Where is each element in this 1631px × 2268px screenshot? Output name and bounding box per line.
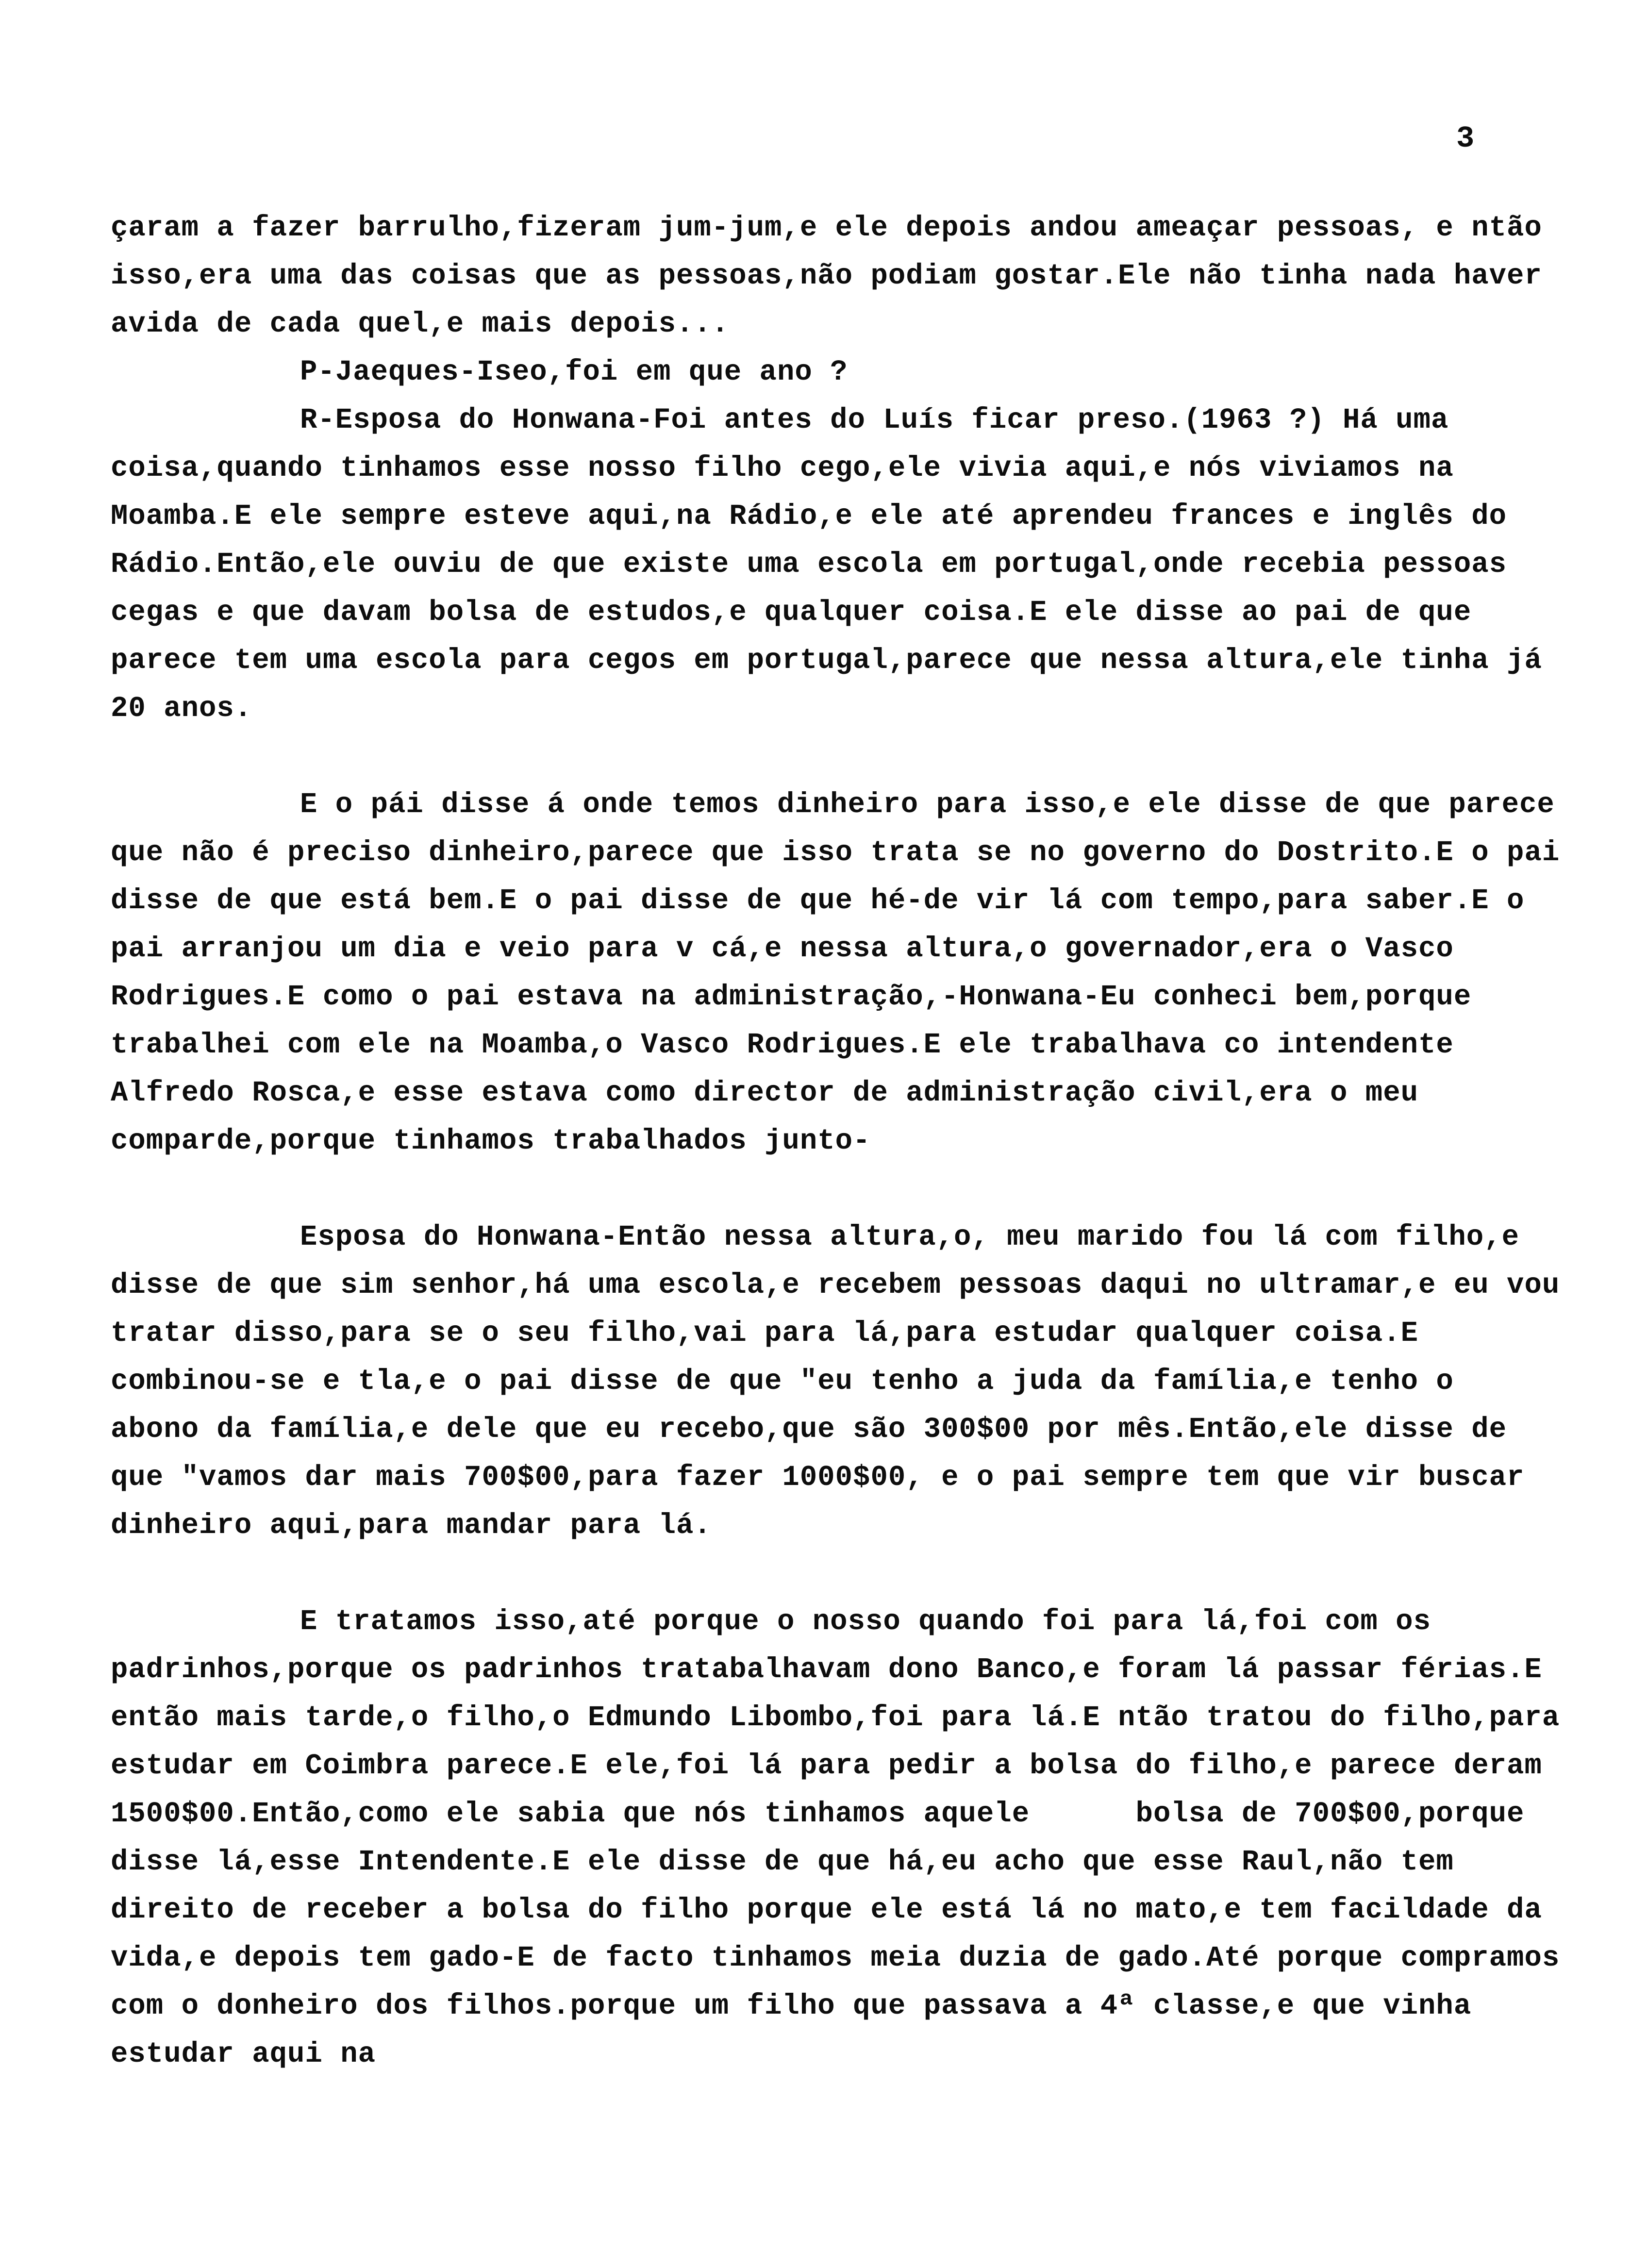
document-body <box>111 204 1578 2078</box>
paragraph: Esposa do Honwana-Então nessa altura,o, meu marido fou lá com filho,e disse de que sim senhor,há uma escola,e recebem pessoas daqui no ultramar,e eu vou tratar disso,para se o seu filho,vai para lá,para estudar qualquer coisa.E combinou-se e tla,e o pai disse de que "eu tenho a juda da família,e tenho o abono da família,e dele que eu recebo,que são 300$00 por mês.Então,ele disse de que "vamos dar mais 700$00,para fazer 1000$00, e o pai sempre tem que vir buscar dinheiro aqui,para mandar para lá. <box>111 1221 1578 1542</box>
interview-answer: R-Esposa do Honwana-Foi antes do Luís ficar preso.(1963 ?) Há uma coisa,quando tinhamos esse nosso filho cego,ele vivia aqui,e nós viviamos na Moamba.E ele sempre esteve aqui,na Rádio,e ele até aprendeu frances e inglês do Rádio.Então,ele ouviu de que existe uma escola em portugal,onde recebia pessoas cegas e que davam bolsa de estudos,e qualquer coisa.E ele disse ao pai de que parece tem uma escola para cegos em portugal,parece que nessa altura,ele tinha já 20 anos. <box>111 404 1560 725</box>
paragraph: E o pái disse á onde temos dinheiro para isso,e ele disse de que parece que não é preciso dinheiro,parece que isso trata se no governo do Dostrito.E o pai disse de que está bem.E o pai disse de que hé-de vir lá com tempo,para saber.E o pai arranjou um dia e veio para v cá,e nessa altura,o governador,era o Vasco Rodrigues.E como o pai estava na administração,-Honwana-Eu conheci bem,porque trabalhei com ele na Moamba,o Vasco Rodrigues.E ele trabalhava co intendente Alfredo Rosca,e esse estava como director de administração civil,era o meu comparde,porque tinhamos trabalhados junto- <box>111 788 1578 1157</box>
page-number: 3 <box>1456 121 1475 156</box>
paragraph: E tratamos isso,até porque o nosso quando foi para lá,foi com os padrinhos,porque os padrinhos tratabalhavam dono Banco,e foram lá passar férias.E então mais tarde,o filho,o Edmundo Libombo,foi para lá.E ntão tratou do filho,para estudar em Coimbra parece.E ele,foi lá para pedir a bolsa do filho,e parece deram 1500$00.Então,como ele sabia que nós tinhamos aquele bolsa de 700$00,porque disse lá,esse Intendente.E ele disse de que há,eu acho que esse Raul,não tem direito de receber a bolsa do filho porque ele está lá no mato,e tem facildade da vida,e depois tem gado-E de facto tinhamos meia duzia de gado.Até porque compramos com o donheiro dos filhos.porque um filho que passava a 4ª classe,e que vinha estudar aqui na <box>111 1605 1578 2070</box>
paragraph-continuation: çaram a fazer barrulho,fizeram jum-jum,e ele depois andou ameaçar pessoas, e ntão isso,era uma das coisas que as pessoas,não podiam gostar.Ele não tinha nada haver avida de cada quel,e mais depois... <box>111 212 1560 340</box>
interview-question: P-Jaeques-Iseo,foi em que ano ? <box>300 356 848 388</box>
